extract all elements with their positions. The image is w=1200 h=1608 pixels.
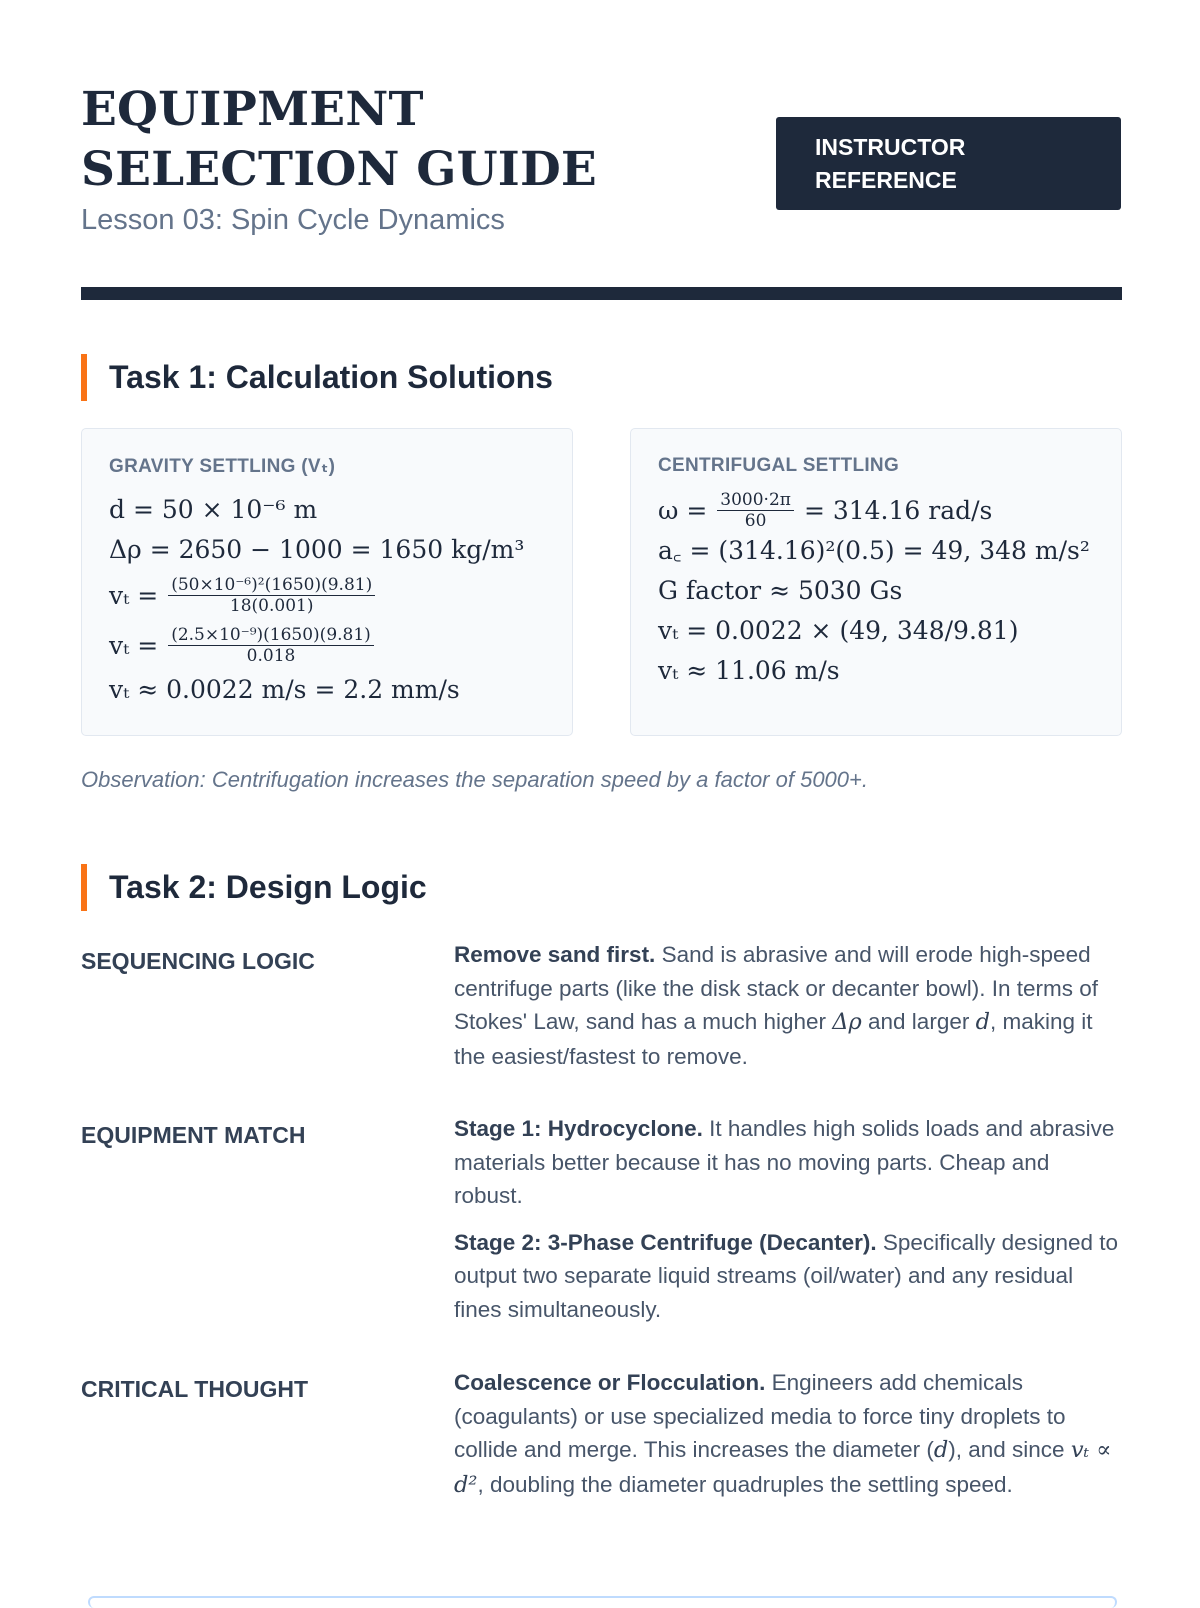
sequencing-text-c: , making it the easiest/fastest to remove.	[454, 1009, 1093, 1069]
gravity-result: vₜ ≈ 0.0022 m/s = 2.2 mm/s	[109, 675, 460, 704]
centrifugal-line-2: a꜀ = (314.16)²(0.5) = 49, 348 m/s²	[658, 536, 1090, 565]
sequencing-bold: Remove sand first.	[454, 942, 656, 967]
task2-title: Task 2: Design Logic	[109, 869, 427, 905]
centrifugal-card-title: CENTRIFUGAL SETTLING	[658, 455, 900, 476]
centrifugal-line-1	[658, 489, 1094, 531]
gravity-fraction-1	[168, 575, 375, 616]
centrifugal-result: vₜ ≈ 11.06 m/s	[658, 656, 840, 685]
task1-heading	[81, 354, 553, 401]
gravity-line-4-lhs: vₜ =	[109, 630, 159, 660]
gravity-fraction-2	[168, 625, 374, 666]
sequencing-text-b: and larger	[861, 1009, 976, 1034]
stage1-text: It handles high solids loads and abrasive materials better because it has no moving parts. Cheap and robust.	[454, 1116, 1115, 1208]
sequencing-text	[454, 938, 1122, 1086]
fraction-numerator: (50×10⁻⁶)²(1650)(9.81)	[168, 575, 375, 596]
header-divider	[81, 287, 1122, 300]
equipment-text	[454, 1112, 1122, 1339]
page-title: EQUIPMENT SELECTION GUIDE	[81, 82, 597, 197]
observation-note: Observation: Centrifugation increases the separation speed by a factor of 5000+.	[81, 767, 868, 792]
task2-heading	[81, 864, 427, 911]
omega-lhs: ω =	[658, 495, 708, 525]
page-subtitle: Lesson 03: Spin Cycle Dynamics	[81, 204, 505, 236]
centrifugal-settling-card	[630, 428, 1122, 736]
omega-rhs: = 314.16 rad/s	[803, 495, 993, 525]
task1-title: Task 1: Calculation Solutions	[109, 359, 553, 395]
fraction-numerator: 3000·2π	[717, 490, 794, 511]
proportionality-expression: vₜ ∝ d²	[454, 1437, 1112, 1498]
omega-fraction	[717, 490, 794, 531]
accent-bar	[81, 354, 87, 401]
centrifugal-line-4: vₜ = 0.0022 × (49, 348/9.81)	[658, 616, 1019, 645]
fraction-numerator: (2.5×10⁻⁹)(1650)(9.81)	[168, 625, 374, 646]
gravity-line-1: d = 50 × 10⁻⁶ m	[109, 495, 318, 524]
stage2-text: Specifically designed to output two separate liquid streams (oil/water) and any residual fines simultaneously.	[454, 1229, 1119, 1322]
diameter-symbol: d	[933, 1437, 949, 1463]
gravity-settling-card	[81, 428, 573, 736]
critical-text-b: ), and since	[948, 1437, 1071, 1462]
critical-text	[454, 1366, 1122, 1515]
fraction-denominator: 0.018	[246, 645, 296, 666]
delta-rho-symbol: Δρ	[832, 1009, 862, 1035]
stage1-bold: Stage 1: Hydrocyclone.	[454, 1116, 703, 1141]
critical-text-a: Engineers add chemicals (coagulants) or use specialized media to force tiny droplets to collide and merge. This increases the diameter (	[454, 1370, 1066, 1462]
accent-bar	[81, 864, 87, 911]
fraction-denominator: 18(0.001)	[229, 595, 314, 616]
centrifugal-line-3: G factor ≈ 5030 Gs	[658, 576, 903, 605]
fraction-denominator: 60	[744, 510, 767, 531]
sequencing-text-a: Sand is abrasive and will erode high-speed centrifuge parts (like the disk stack or decanter bowl). In terms of Stokes' Law, sand has a much higher	[454, 942, 1099, 1034]
gravity-line-3	[109, 570, 545, 620]
next-section-card-edge	[88, 1596, 1117, 1608]
gravity-line-4	[109, 620, 545, 670]
critical-text-c: , doubling the diameter quadruples the settling speed.	[477, 1471, 1013, 1497]
sequencing-label: SEQUENCING LOGIC	[81, 948, 315, 974]
critical-label: CRITICAL THOUGHT	[81, 1376, 309, 1402]
instructor-reference-badge: INSTRUCTOR REFERENCE	[776, 117, 1121, 210]
stage2-bold: Stage 2: 3-Phase Centrifuge (Decanter).	[454, 1229, 877, 1255]
gravity-card-title: GRAVITY SETTLING (Vₜ)	[109, 456, 336, 477]
diameter-symbol: d	[975, 1009, 990, 1035]
header	[81, 0, 1122, 300]
gravity-line-3-lhs: vₜ =	[109, 580, 159, 610]
critical-bold: Coalescence or Flocculation.	[454, 1370, 766, 1395]
equipment-label: EQUIPMENT MATCH	[81, 1122, 306, 1148]
gravity-line-2: Δρ = 2650 − 1000 = 1650 kg/m³	[109, 535, 525, 564]
